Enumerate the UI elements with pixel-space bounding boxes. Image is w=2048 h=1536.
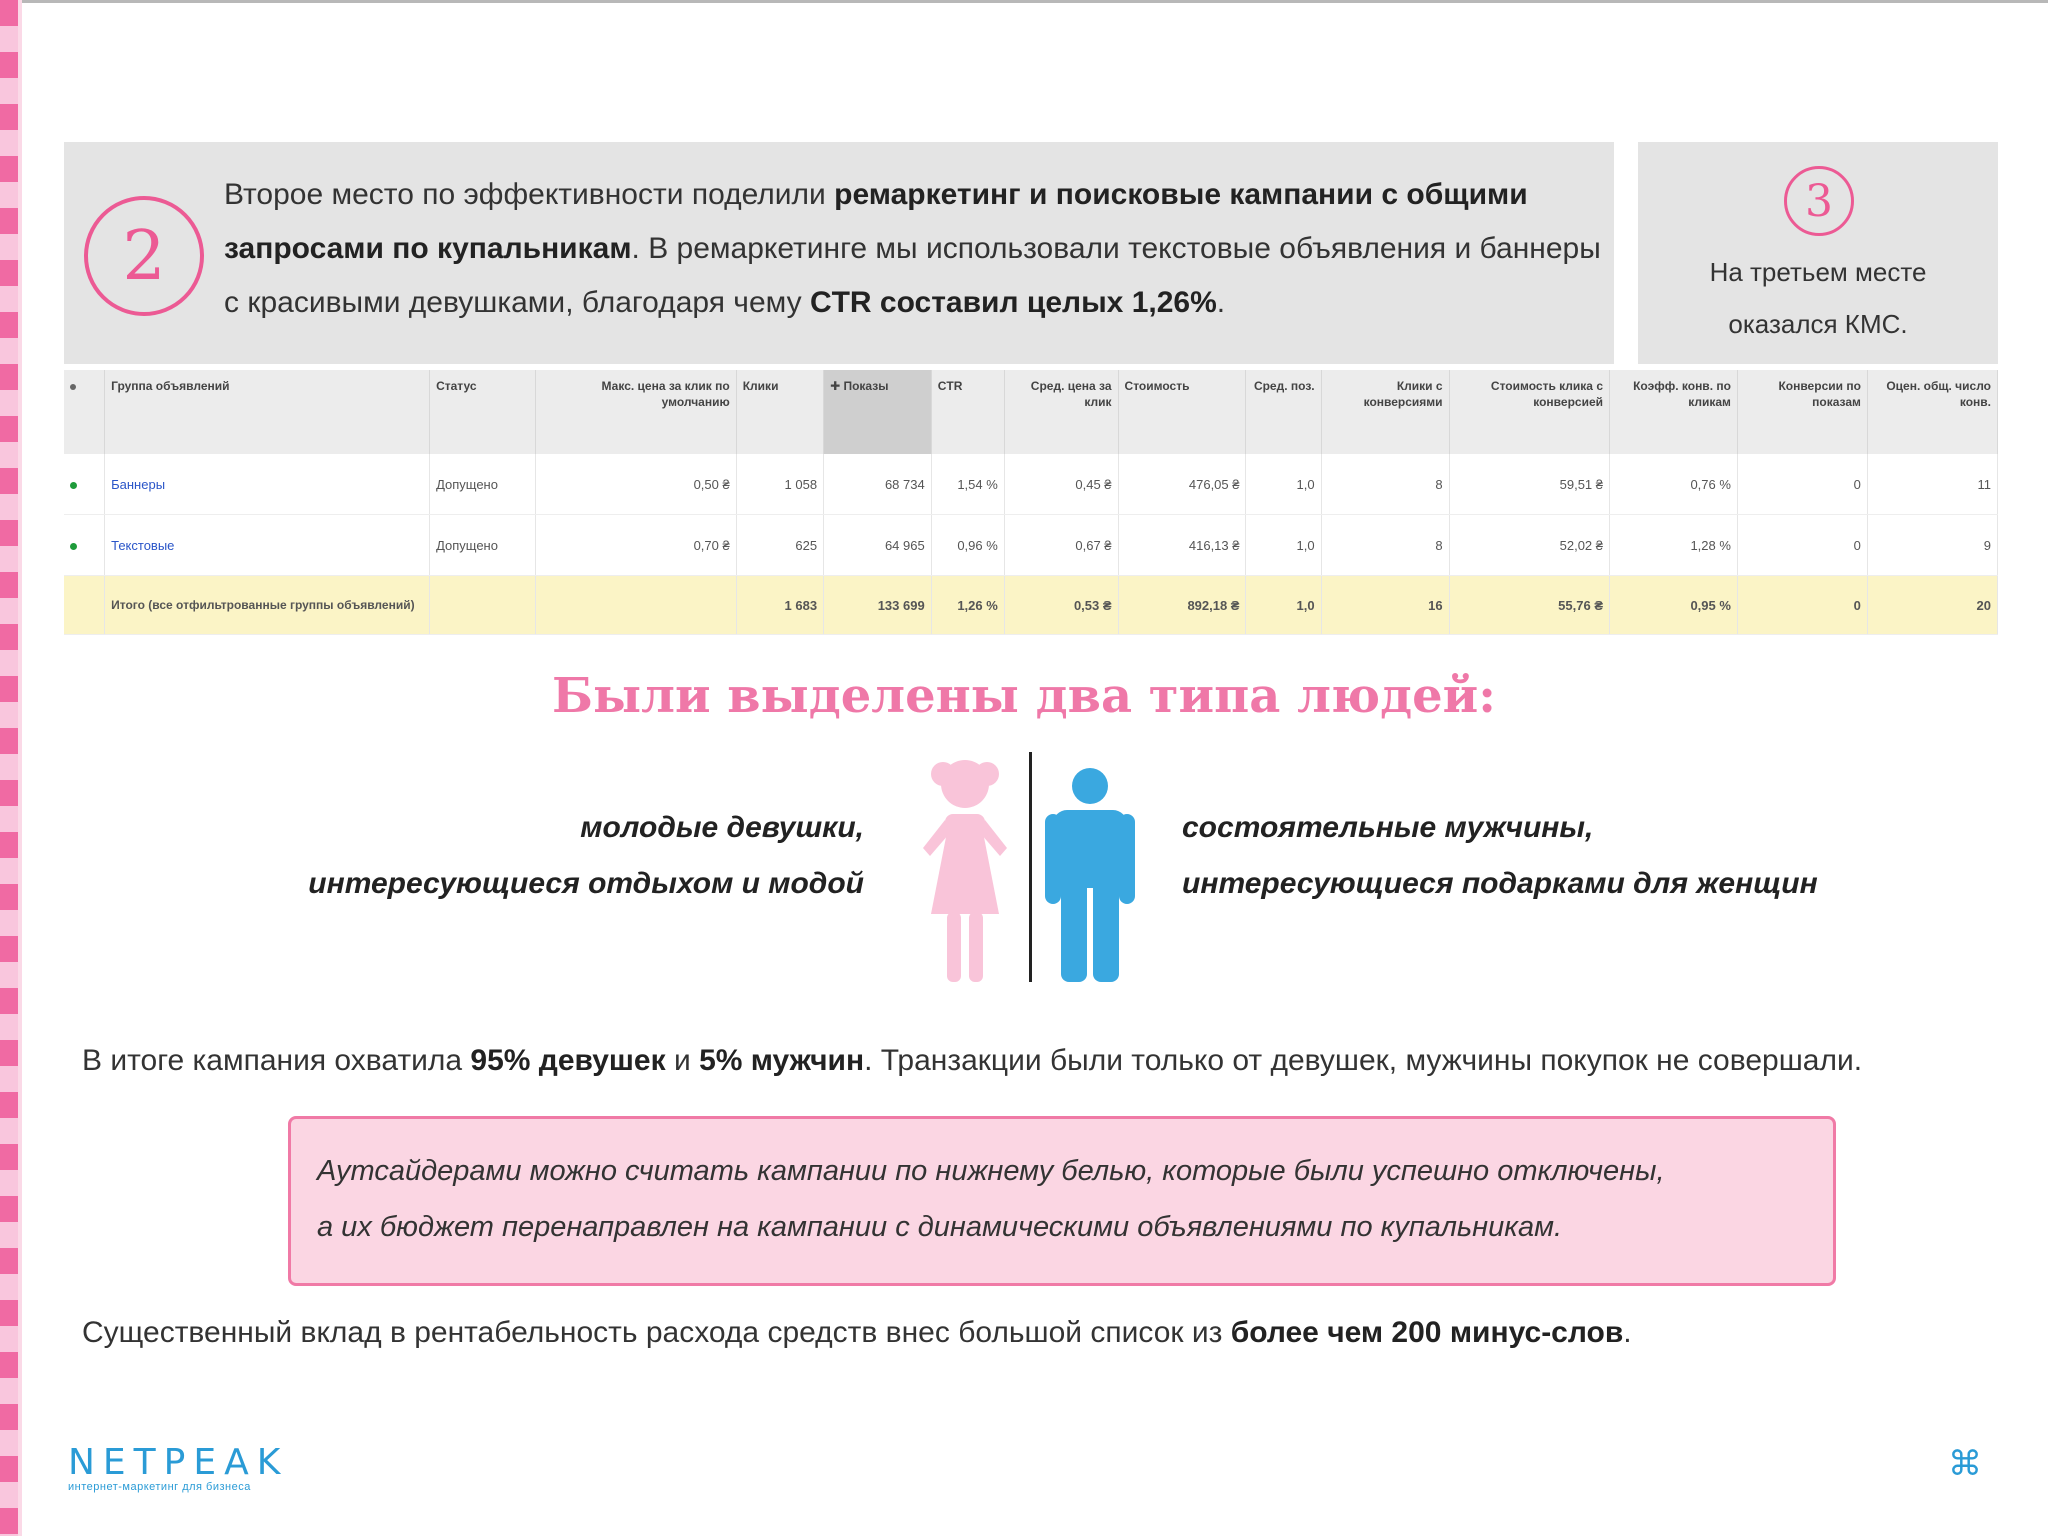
logo-name: NETPEAK	[68, 1442, 289, 1483]
cell-cost: 416,13 ₴	[1118, 515, 1246, 576]
cell-cost-conv: 59,51 ₴	[1449, 454, 1609, 515]
total-ctr: 1,26 %	[931, 576, 1004, 635]
column-header[interactable]: Клики с конверсиями	[1321, 370, 1449, 454]
cell-conv-rate: 0,76 %	[1610, 454, 1738, 515]
row-status-dot	[64, 515, 105, 576]
total-view-conv: 0	[1737, 576, 1867, 635]
text-line: интересующиеся подарками для женщин	[1182, 867, 1818, 900]
girl-icon	[915, 752, 1015, 984]
total-cost: 892,18 ₴	[1118, 576, 1246, 635]
column-header-sorted[interactable]: ✚ Показы	[824, 370, 932, 454]
total-clicks: 1 683	[736, 576, 823, 635]
text-segment: .	[1623, 1316, 1632, 1349]
summary-text	[82, 1044, 2012, 1078]
text-bold: 95% девушек	[470, 1044, 666, 1077]
total-empty-cell	[535, 576, 736, 635]
column-header[interactable]: Коэфф. конв. по кликам	[1610, 370, 1738, 454]
text-bold: 5% мужчин	[699, 1044, 865, 1077]
column-header[interactable]: Стоимость	[1118, 370, 1246, 454]
cell-est-conv: 9	[1867, 515, 1997, 576]
total-est-conv: 20	[1867, 576, 1997, 635]
enabled-dot-icon	[70, 482, 77, 489]
table-total-row	[64, 576, 1998, 635]
total-conv-clicks: 16	[1321, 576, 1449, 635]
text-line: а их бюджет перенаправлен на кампании с динамическими объявлениями по купальникам.	[317, 1211, 1563, 1243]
status-dot-header	[64, 370, 105, 454]
text-line: интересующиеся отдыхом и модой	[308, 867, 864, 900]
third-place-text	[1638, 246, 1998, 350]
cell-status: Допущено	[430, 454, 536, 515]
column-header[interactable]: Статус	[430, 370, 536, 454]
column-header[interactable]: Сред. цена за клик	[1004, 370, 1118, 454]
cell-avg-pos: 1,0	[1246, 454, 1321, 515]
text-bold: ремаркетинг и поисковые кампании с общими запросами по купальникам	[224, 178, 1528, 265]
top-border	[0, 0, 2048, 3]
text-segment: .	[1216, 286, 1226, 319]
cell-avg-cpc: 0,67 ₴	[1004, 515, 1118, 576]
cell-conv-clicks: 8	[1321, 515, 1449, 576]
cell-avg-cpc: 0,45 ₴	[1004, 454, 1118, 515]
man-icon	[1045, 766, 1135, 984]
total-conv-rate: 0,95 %	[1610, 576, 1738, 635]
cell-clicks: 1 058	[736, 454, 823, 515]
column-header[interactable]: Клики	[736, 370, 823, 454]
total-empty-cell	[430, 576, 536, 635]
text-segment: и	[665, 1044, 700, 1077]
netpeak-logo	[68, 1442, 288, 1493]
callout-text	[317, 1143, 1817, 1255]
enabled-dot-icon	[70, 543, 77, 550]
column-header[interactable]: Группа объявлений	[105, 370, 430, 454]
number-badge-2: 2	[84, 196, 204, 316]
cell-max-cpc[interactable]: 0,50 ₴	[535, 454, 736, 515]
cell-impressions: 64 965	[824, 515, 932, 576]
total-avg-cpc: 0,53 ₴	[1004, 576, 1118, 635]
cell-avg-pos: 1,0	[1246, 515, 1321, 576]
column-header[interactable]: Оцен. общ. число конв.	[1867, 370, 1997, 454]
text-bold: CTR составил целых 1,26%	[809, 286, 1217, 319]
cell-max-cpc[interactable]: 0,70 ₴	[535, 515, 736, 576]
text-line: На третьем месте	[1709, 257, 1927, 287]
ad-group-link[interactable]	[105, 454, 430, 515]
dot-icon	[70, 384, 76, 390]
text-line: Аутсайдерами можно считать кампании по нижнему белью, которые были успешно отключены,	[317, 1155, 1665, 1187]
table-header-row	[64, 370, 1998, 454]
total-label: Итого (все отфильтрованные группы объявлений)	[105, 576, 430, 635]
vertical-divider	[1029, 752, 1032, 982]
column-header[interactable]: Макс. цена за клик по умолчанию	[535, 370, 736, 454]
ad-group-name[interactable]: Баннеры	[111, 476, 166, 492]
ad-group-name[interactable]: Текстовые	[111, 537, 175, 553]
ad-group-link[interactable]	[105, 515, 430, 576]
second-place-text	[224, 168, 1604, 330]
cell-conv-clicks: 8	[1321, 454, 1449, 515]
second-place-box	[64, 142, 1614, 364]
people-heading: Были выделены два типа людей:	[552, 668, 1496, 724]
text-line: состоятельные мужчины,	[1182, 811, 1594, 844]
cell-cost: 476,05 ₴	[1118, 454, 1246, 515]
text-line: оказался КМС.	[1728, 309, 1908, 339]
text-segment: Существенный вклад в рентабельность расхода средств внес большой список из	[82, 1316, 1231, 1349]
cell-impressions: 68 734	[824, 454, 932, 515]
number-badge-3: 3	[1784, 166, 1854, 236]
text-segment: . Транзакции были только от девушек, мужчины покупок не совершали.	[864, 1044, 1863, 1077]
side-stripe-decoration	[0, 0, 22, 1536]
cell-est-conv: 11	[1867, 454, 1997, 515]
total-cost-conv: 55,76 ₴	[1449, 576, 1609, 635]
column-header[interactable]: Конверсии по показам	[1737, 370, 1867, 454]
column-header[interactable]: CTR	[931, 370, 1004, 454]
third-place-box	[1638, 142, 1998, 364]
column-header[interactable]: Сред. поз.	[1246, 370, 1321, 454]
ad-groups-table	[64, 370, 1998, 635]
girls-description	[200, 800, 864, 912]
total-impressions: 133 699	[824, 576, 932, 635]
cell-cost-conv: 52,02 ₴	[1449, 515, 1609, 576]
text-segment: В итоге кампания охватила	[82, 1044, 471, 1077]
cell-clicks: 625	[736, 515, 823, 576]
text-bold: более чем 200 минус-слов	[1230, 1316, 1624, 1349]
total-empty-cell	[64, 576, 105, 635]
negative-keywords-note	[82, 1316, 2012, 1350]
total-avg-pos: 1,0	[1246, 576, 1321, 635]
text-line: молодые девушки,	[580, 811, 864, 844]
outsiders-callout	[288, 1116, 1836, 1286]
table-row	[64, 454, 1998, 515]
cell-view-conv: 0	[1737, 515, 1867, 576]
cell-view-conv: 0	[1737, 454, 1867, 515]
table-row	[64, 515, 1998, 576]
cell-ctr: 0,96 %	[931, 515, 1004, 576]
command-icon: ⌘	[1948, 1445, 1982, 1483]
cell-conv-rate: 1,28 %	[1610, 515, 1738, 576]
text-segment: . В ремаркетинге мы использовали текстовые объявления и баннеры с красивыми девушками, благодаря чему	[224, 232, 1601, 319]
logo-tagline: интернет-маркетинг для бизнеса	[68, 1481, 251, 1493]
row-status-dot	[64, 454, 105, 515]
men-description	[1182, 800, 1942, 912]
cell-status: Допущено	[430, 515, 536, 576]
column-header[interactable]: Стоимость клика с конверсией	[1449, 370, 1609, 454]
cell-ctr: 1,54 %	[931, 454, 1004, 515]
text-segment: Второе место по эффективности поделили	[224, 178, 835, 211]
